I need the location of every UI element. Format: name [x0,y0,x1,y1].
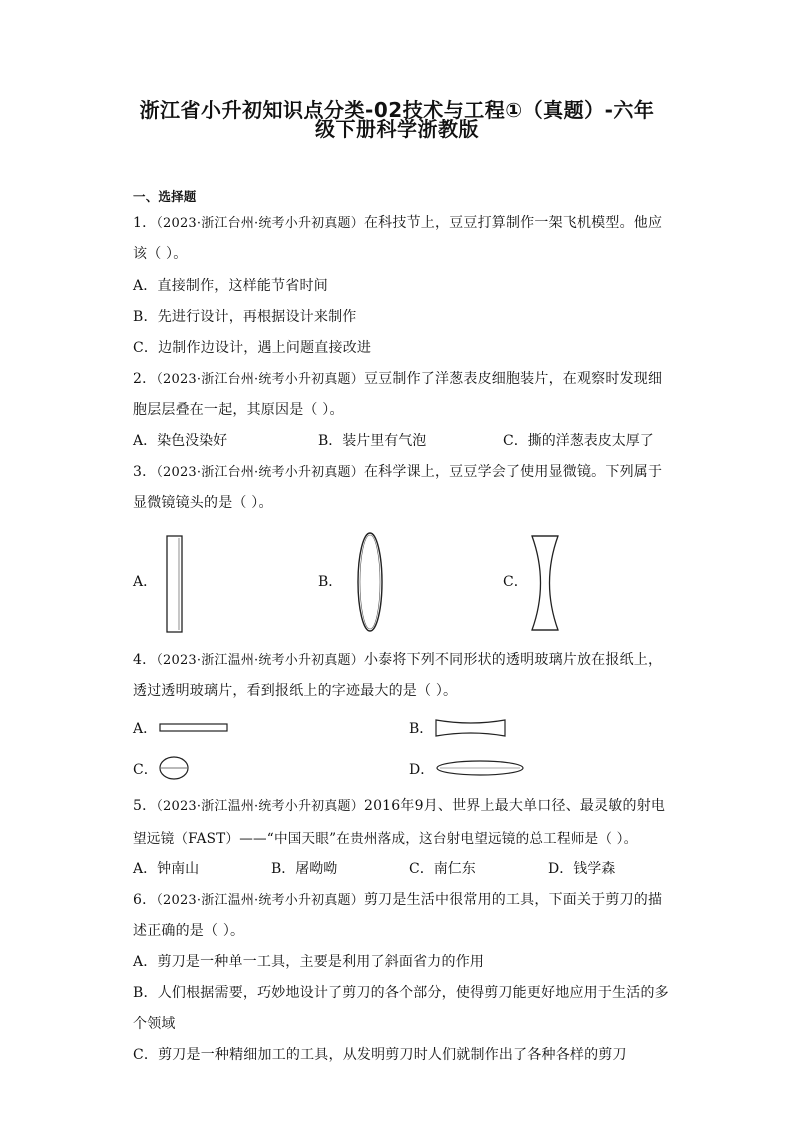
question-number: 1． [133,215,157,231]
question-6-option-b[interactable]: B．人们根据需要，巧妙地设计了剪刀的各个部分，使得剪刀能更好地应用于生活的多 [133,985,669,1001]
question-3-option-b[interactable]: B． [318,574,343,590]
question-4-line2: 透过透明玻璃片，看到报纸上的字迹最大的是（ ）。 [133,683,458,699]
thin-convex-glass-icon [432,756,526,780]
question-number: 5． [133,798,157,814]
question-4-option-b[interactable]: B． [409,721,434,737]
question-4-option-a[interactable]: A． [133,721,158,737]
question-3-option-a[interactable]: A． [133,574,158,590]
question-4-option-d[interactable]: D． [409,762,435,778]
question-6-option-a[interactable]: A．剪刀是一种单一工具，主要是利用了斜面省力的作用 [133,954,485,970]
flat-glass-slab-icon [160,534,190,634]
question-number: 3． [133,464,157,480]
question-text: 剪刀是生活中很常用的工具，下面关于剪刀的描 [363,892,663,908]
question-number: 4． [133,652,157,668]
question-text: 在科学课上，豆豆学会了使用显微镜。下列属于 [363,464,663,480]
question-text: 2016年9月、世界上最大单口径、最灵敏的射电 [363,798,666,814]
question-1-line1 [133,212,662,232]
question-2-line2: 胞层层叠在一起，其原因是（ ）。 [133,402,344,418]
question-text: 豆豆制作了洋葱表皮细胞装片，在观察时发现细 [363,371,663,387]
page-title-line1: 浙江省小升初知识点分类-02技术与工程①（真题）-六年 [139,98,655,122]
question-source: （2023·浙江温州·统考小升初真题） [156,893,364,908]
question-6-line1 [133,889,662,909]
question-source: （2023·浙江台州·统考小升初真题） [156,216,364,231]
convex-lens-icon [350,531,390,634]
question-5-option-a[interactable]: A．钟南山 [133,861,200,877]
question-1-option-c[interactable]: C．边制作边设计，遇上问题直接改进 [133,340,372,356]
question-source: （2023·浙江台州·统考小升初真题） [156,465,364,480]
question-5-option-c[interactable]: C．南仁东 [409,861,476,877]
question-3-line1 [133,461,662,481]
question-number: 6． [133,892,157,908]
question-2-option-b[interactable]: B．装片里有气泡 [318,433,427,449]
flat-glass-icon [158,722,230,734]
concave-lens-icon [528,534,562,632]
question-text: 小泰将下列不同形状的透明玻璃片放在报纸上， [363,652,663,668]
question-source: （2023·浙江温州·统考小升初真题） [156,653,364,668]
question-3-line2: 显微镜镜头的是（ ）。 [133,495,273,511]
question-5-line1 [133,795,665,815]
thick-convex-glass-icon [158,754,190,782]
page-title-line2: 级下册科学浙教版 [315,117,479,141]
question-6-line2: 述正确的是（ ）。 [133,923,245,939]
question-source: （2023·浙江温州·统考小升初真题） [156,799,364,814]
question-text: 在科技节上，豆豆打算制作一架飞机模型。他应 [363,215,663,231]
question-6-option-c[interactable]: C．剪刀是一种精细加工的工具，从发明剪刀时人们就制作出了各种各样的剪刀 [133,1047,627,1063]
question-number: 2． [133,371,157,387]
section-heading: 一、选择题 [133,189,197,204]
question-2-option-a[interactable]: A．染色没染好 [133,433,228,449]
question-source: （2023·浙江台州·统考小升初真题） [156,372,364,387]
question-5-option-d[interactable]: D．钱学森 [548,861,616,877]
question-2-option-c[interactable]: C．撕的洋葱表皮太厚了 [503,433,654,449]
question-1-line2: 该（ ）。 [133,246,188,262]
question-2-line1 [133,368,662,388]
question-3-option-c[interactable]: C． [503,574,528,590]
concave-glass-icon [434,716,508,740]
question-6-option-b-continuation: 个领域 [133,1016,176,1032]
question-4-option-c[interactable]: C． [133,762,158,778]
question-4-line1 [133,649,662,669]
question-1-option-a[interactable]: A．直接制作，这样能节省时间 [133,278,328,294]
question-5-line2: 望远镜（FAST）——“中国天眼”在贵州落成，这台射电望远镜的总工程师是（ ）。 [133,831,638,847]
question-1-option-b[interactable]: B．先进行设计，再根据设计来制作 [133,309,357,325]
question-5-option-b[interactable]: B．屠呦呦 [271,861,338,877]
